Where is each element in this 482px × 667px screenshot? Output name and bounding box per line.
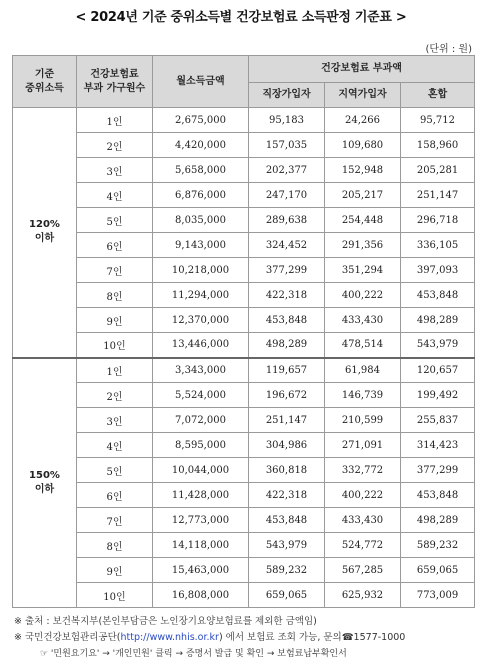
notes [14,614,476,662]
monthly-income-cell: 11,428,000 [153,483,249,508]
household-count-cell: 8인 [77,533,153,558]
mixed-premium-cell: 120,657 [401,358,475,383]
table-body [13,108,475,608]
table-row [13,383,475,408]
header-mixed: 혼합 [401,83,475,108]
household-count-cell: 1인 [77,108,153,133]
household-count-cell: 2인 [77,133,153,158]
regional-premium-cell: 24,266 [325,108,401,133]
regional-premium-cell: 152,948 [325,158,401,183]
monthly-income-cell: 3,343,000 [153,358,249,383]
workplace-premium-cell: 247,170 [249,183,325,208]
monthly-income-cell: 8,595,000 [153,433,249,458]
workplace-premium-cell: 196,672 [249,383,325,408]
monthly-income-cell: 8,035,000 [153,208,249,233]
table-row [13,508,475,533]
workplace-premium-cell: 453,848 [249,308,325,333]
regional-premium-cell: 332,772 [325,458,401,483]
header-monthly-income: 월소득금액 [153,56,249,108]
workplace-premium-cell: 360,818 [249,458,325,483]
mixed-premium-cell: 314,423 [401,433,475,458]
table-row [13,108,475,133]
household-count-cell: 4인 [77,433,153,458]
mixed-premium-cell: 158,960 [401,133,475,158]
monthly-income-cell: 10,044,000 [153,458,249,483]
monthly-income-cell: 2,675,000 [153,108,249,133]
table-row [13,358,475,383]
mixed-premium-cell: 773,009 [401,583,475,608]
mixed-premium-cell: 498,289 [401,508,475,533]
household-count-cell: 7인 [77,508,153,533]
note-nhis [14,630,476,646]
monthly-income-cell: 5,658,000 [153,158,249,183]
household-count-cell: 7인 [77,258,153,283]
workplace-premium-cell: 251,147 [249,408,325,433]
household-count-cell: 9인 [77,558,153,583]
workplace-premium-cell: 157,035 [249,133,325,158]
mixed-premium-cell: 453,848 [401,483,475,508]
mixed-premium-cell: 397,093 [401,258,475,283]
table-row [13,583,475,608]
nhis-link[interactable]: http://www.nhis.or.kr [120,632,219,643]
note-nhis-suffix: ) 에서 보험료 조회 가능, 문의☎1577-1000 [218,632,406,643]
table-row [13,483,475,508]
household-count-cell: 3인 [77,408,153,433]
header-premium-group: 건강보험료 부과액 [249,56,475,83]
workplace-premium-cell: 95,183 [249,108,325,133]
mixed-premium-cell: 377,299 [401,458,475,483]
table-row [13,283,475,308]
regional-premium-cell: 567,285 [325,558,401,583]
monthly-income-cell: 5,524,000 [153,383,249,408]
household-count-cell: 10인 [77,583,153,608]
household-count-cell: 6인 [77,483,153,508]
header-workplace: 직장가입자 [249,83,325,108]
household-count-cell: 6인 [77,233,153,258]
regional-premium-cell: 271,091 [325,433,401,458]
workplace-premium-cell: 543,979 [249,533,325,558]
table-row [13,133,475,158]
workplace-premium-cell: 289,638 [249,208,325,233]
monthly-income-cell: 11,294,000 [153,283,249,308]
regional-premium-cell: 524,772 [325,533,401,558]
household-count-cell: 4인 [77,183,153,208]
header-regional: 지역가입자 [325,83,401,108]
table-row [13,308,475,333]
household-count-cell: 2인 [77,383,153,408]
table-row [13,433,475,458]
workplace-premium-cell: 422,318 [249,483,325,508]
mixed-premium-cell: 251,147 [401,183,475,208]
monthly-income-cell: 7,072,000 [153,408,249,433]
regional-premium-cell: 205,217 [325,183,401,208]
mixed-premium-cell: 453,848 [401,283,475,308]
median-group-label: 150% 이하 [13,358,77,608]
monthly-income-cell: 15,463,000 [153,558,249,583]
monthly-income-cell: 4,420,000 [153,133,249,158]
table-row [13,233,475,258]
monthly-income-cell: 12,370,000 [153,308,249,333]
mixed-premium-cell: 95,712 [401,108,475,133]
note-path: ☞ '민원요기요' → '개인민원' 클릭 → 증명서 발급 및 확인 → 보험료납부확인서 [40,649,347,659]
mixed-premium-cell: 589,232 [401,533,475,558]
mixed-premium-cell: 336,105 [401,233,475,258]
regional-premium-cell: 478,514 [325,333,401,358]
unit-label: (단위 : 원) [425,44,472,55]
mixed-premium-cell: 659,065 [401,558,475,583]
header-household: 건강보험료 부과 가구원수 [77,56,153,108]
regional-premium-cell: 433,430 [325,308,401,333]
workplace-premium-cell: 498,289 [249,333,325,358]
table-row [13,183,475,208]
regional-premium-cell: 291,356 [325,233,401,258]
mixed-premium-cell: 498,289 [401,308,475,333]
monthly-income-cell: 6,876,000 [153,183,249,208]
monthly-income-cell: 10,218,000 [153,258,249,283]
table-row [13,158,475,183]
regional-premium-cell: 351,294 [325,258,401,283]
regional-premium-cell: 254,448 [325,208,401,233]
mixed-premium-cell: 205,281 [401,158,475,183]
table-row [13,533,475,558]
table-row [13,333,475,358]
mixed-premium-cell: 296,718 [401,208,475,233]
workplace-premium-cell: 589,232 [249,558,325,583]
monthly-income-cell: 14,118,000 [153,533,249,558]
note-nhis-prefix: ※ 국민건강보험관리공단( [14,632,121,643]
monthly-income-cell: 13,446,000 [153,333,249,358]
mixed-premium-cell: 255,837 [401,408,475,433]
page-title: < 2024년 기준 중위소득별 건강보험료 소득판정 기준표 > [75,10,407,25]
household-count-cell: 1인 [77,358,153,383]
median-group-label: 120% 이하 [13,108,77,358]
regional-premium-cell: 400,222 [325,283,401,308]
table-row [13,458,475,483]
workplace-premium-cell: 422,318 [249,283,325,308]
regional-premium-cell: 210,599 [325,408,401,433]
household-count-cell: 8인 [77,283,153,308]
workplace-premium-cell: 304,986 [249,433,325,458]
monthly-income-cell: 9,143,000 [153,233,249,258]
regional-premium-cell: 146,739 [325,383,401,408]
workplace-premium-cell: 324,452 [249,233,325,258]
table-row [13,208,475,233]
header-median: 기준 중위소득 [13,56,77,108]
workplace-premium-cell: 119,657 [249,358,325,383]
regional-premium-cell: 61,984 [325,358,401,383]
regional-premium-cell: 433,430 [325,508,401,533]
household-count-cell: 9인 [77,308,153,333]
workplace-premium-cell: 453,848 [249,508,325,533]
household-count-cell: 5인 [77,458,153,483]
table-row [13,408,475,433]
workplace-premium-cell: 202,377 [249,158,325,183]
regional-premium-cell: 109,680 [325,133,401,158]
monthly-income-cell: 16,808,000 [153,583,249,608]
workplace-premium-cell: 377,299 [249,258,325,283]
household-count-cell: 10인 [77,333,153,358]
workplace-premium-cell: 659,065 [249,583,325,608]
household-count-cell: 3인 [77,158,153,183]
regional-premium-cell: 625,932 [325,583,401,608]
table-row [13,558,475,583]
criteria-table [12,55,475,608]
monthly-income-cell: 12,773,000 [153,508,249,533]
regional-premium-cell: 400,222 [325,483,401,508]
mixed-premium-cell: 199,492 [401,383,475,408]
mixed-premium-cell: 543,979 [401,333,475,358]
table-row [13,258,475,283]
household-count-cell: 5인 [77,208,153,233]
note-source: ※ 출처 : 보건복지부(본인부담금은 노인장기요양보험료를 제외한 금액임) [14,616,317,627]
